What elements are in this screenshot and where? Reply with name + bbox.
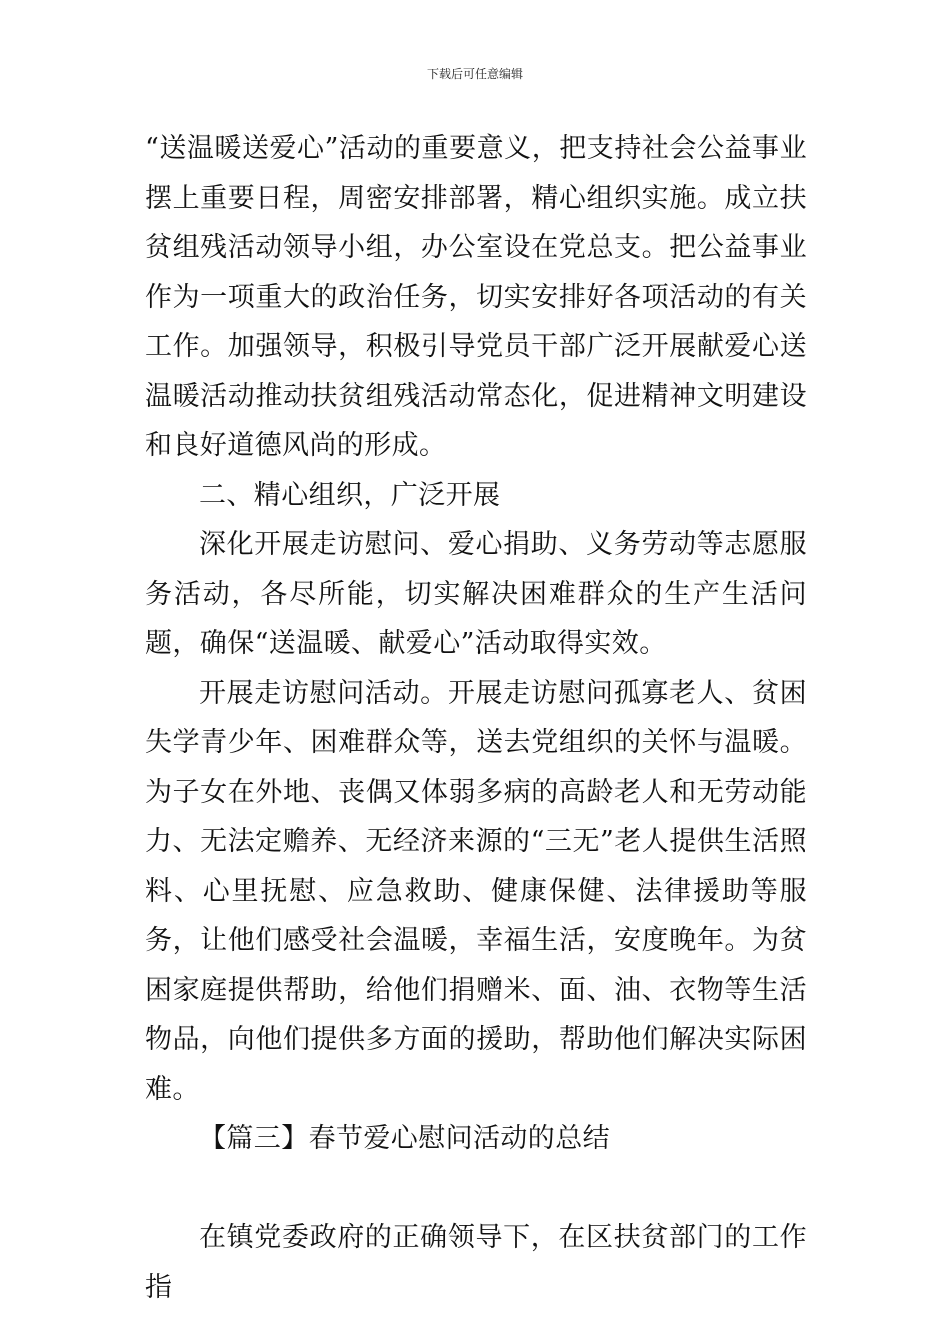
- paragraph-continued: “送温暖送爱心”活动的重要意义，把支持社会公益事业摆上重要日程，周密安排部署，精心组织实施。成立扶贫组残活动领导小组，办公室设在党总支。把公益事业作为一项重大的政治任务，切实安排好各项活动的有关工作。加强领导，积极引导党员干部广泛开展献爱心送温暖活动推动扶贫组残活动常态化，促进精神文明建设和良好道德风尚的形成。: [145, 133, 807, 461]
- paragraph: 深化开展走访慰问、爱心捐助、义务劳动等志愿服务活动，各尽所能，切实解决困难群众的生产生活问题，确保“送温暖、献爱心”活动取得实效。: [145, 529, 807, 659]
- chapter-title: 【篇三】春节爱心慰问活动的总结: [199, 1123, 610, 1154]
- blank-line: [145, 1164, 807, 1214]
- document-body: [145, 124, 807, 1312]
- paragraph: 开展走访慰问活动。开展走访慰问孤寡老人、贫困失学青少年、困难群众等，送去党组织的关怀与温暖。为子女在外地、丧偶又体弱多病的高龄老人和无劳动能力、无法定赡养、无经济来源的“三无”老人提供生活照料、心里抚慰、应急救助、健康保健、法律援助等服务，让他们感受社会温暖，幸福生活，安度晚年。为贫困家庭提供帮助，给他们捐赠米、面、油、衣物等生活物品，向他们提供多方面的援助，帮助他们解决实际困难。: [145, 677, 807, 1105]
- paragraph: 在镇党委政府的正确领导下，在区扶贫部门的工作指: [145, 1222, 807, 1303]
- section-heading: 二、精心组织，广泛开展: [199, 479, 501, 511]
- page-header-note: 下载后可任意编辑: [426, 67, 523, 81]
